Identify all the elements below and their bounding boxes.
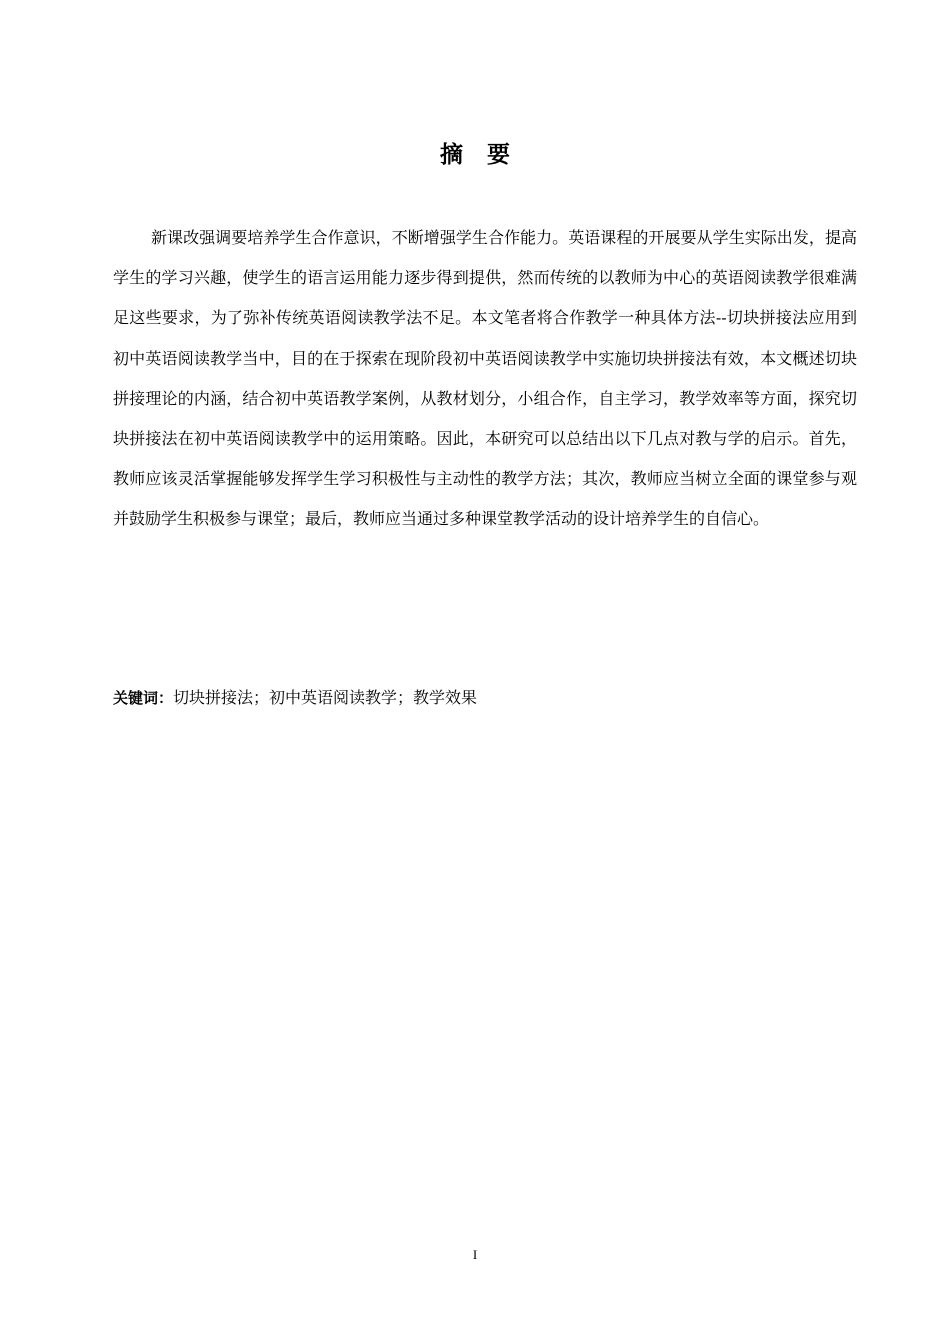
page-number: I bbox=[472, 1247, 478, 1262]
page-title-char-1: 摘 bbox=[440, 142, 463, 168]
keywords-value: 切块拼接法；初中英语阅读教学；教学效果 bbox=[173, 688, 478, 707]
page-title-char-2: 要 bbox=[487, 142, 510, 168]
keywords-line bbox=[113, 684, 857, 712]
page-title bbox=[0, 140, 950, 170]
keywords-label: 关键词： bbox=[113, 689, 174, 707]
abstract-body: 新课改强调要培养学生合作意识，不断增强学生合作能力。英语课程的开展要从学生实际出发，提高学生的学习兴趣，使学生的语言运用能力逐步得到提供，然而传统的以教师为中心的英语阅读教学很难满足这些要求，为了弥补传统英语阅读教学法不足。本文笔者将合作教学一种具体方法--切块拼接法应用到初中英语阅读教学当中，目的在于探索在现阶段初中英语阅读教学中实施切块拼接法有效，本文概述切块拼接理论的内涵，结合初中英语教学案例，从教材划分，小组合作，自主学习，教学效率等方面，探究切块拼接法在初中英语阅读教学中的运用策略。因此，本研究可以总结出以下几点对教与学的启示。首先，教师应该灵活掌握能够发挥学生学习积极性与主动性的教学方法；其次，教师应当树立全面的课堂参与观并鼓励学生积极参与课堂；最后，教师应当通过多种课堂教学活动的设计培养学生的自信心。 bbox=[113, 228, 857, 529]
